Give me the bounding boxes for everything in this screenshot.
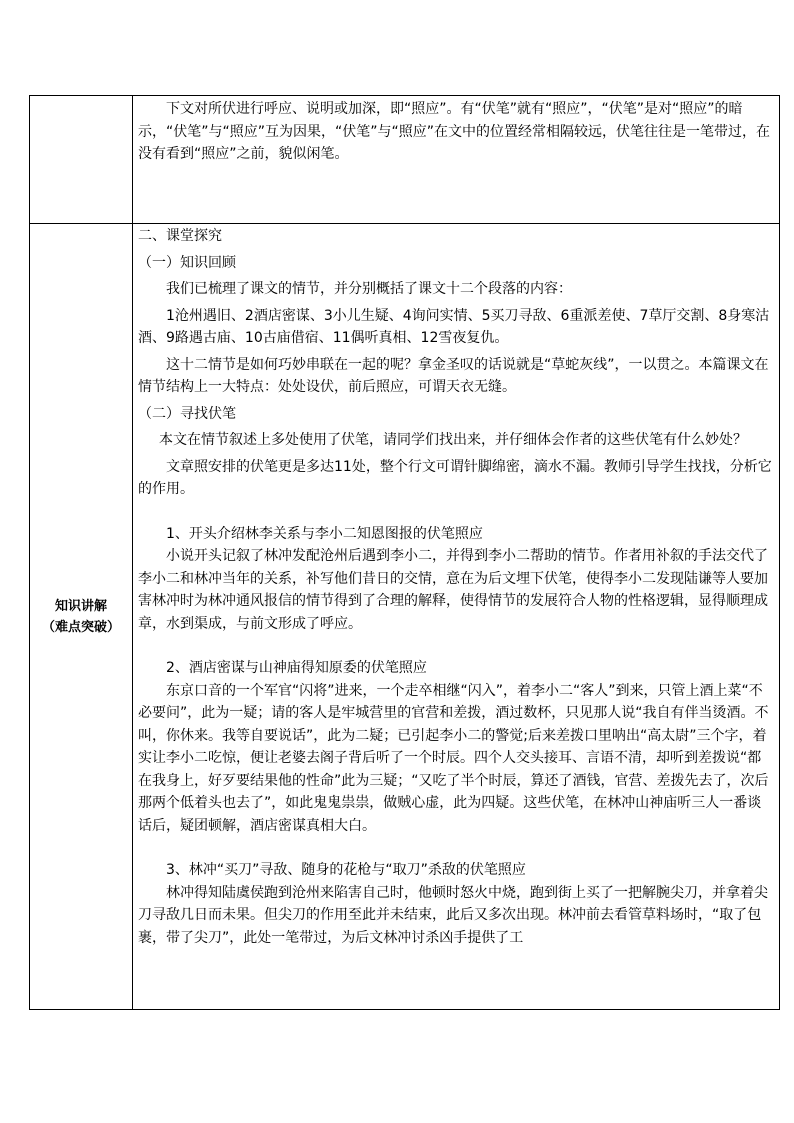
top-cell [138, 98, 774, 166]
row-divider [30, 223, 779, 224]
sub1-paragraph-2: 1沧州遇旧、2酒店密谋、3小儿生疑、4询问实情、5买刀寻敌、6重派差使、7草厅交割、8身寒沽酒、9路遇古庙、10古庙借宿、11偶听真相、12雪夜复仇。 [138, 307, 770, 346]
sub2-paragraph-2: 文章照安排的伏笔更是多达11处，整个行文可谓针脚绵密，滴水不漏。教师引导学生找找，分析它的作用。 [138, 458, 772, 497]
sub1-paragraph-3: 这十二情节是如何巧妙串联在一起的呢？拿金圣叹的话说就是“草蛇灰线”，一以贯之。本篇课文在情节结构上一大特点：处处设伏，前后照应，可谓天衣无缝。 [138, 356, 769, 395]
sub1-title: （一）知识回顾 [138, 254, 236, 271]
top-cell-text: 下文对所伏进行呼应、说明或加深，即“照应”。有“伏笔”就有“照应”，“伏笔”是对“照应”的暗示，“伏笔”与“照应”互为因果，“伏笔”与“照应”在文中的位置经常相隔较远，伏笔往往是一笔带过，在没有看到“照应”之前，貌似闲笔。 [138, 101, 771, 162]
column-divider [132, 96, 133, 1009]
main-cell [138, 225, 774, 949]
section-label-line2: （难点突破） [41, 620, 120, 635]
spacer [138, 837, 774, 859]
spacer [138, 635, 774, 657]
item2-body: 东京口音的一个军官“闪将”进来，一个走卒相继“闪入”，着李小二“客人”到来，只管上酒上菜“不必要问”，此为一疑；请的客人是牢城营里的官营和差拨，酒过数杯，只见那人说“我自有伴当烫酒。不叫，你休来。我等自要说话”，此为二疑；已引起李小二的警觉;后来差拨口里呐出“高太尉”三个字，着实让李小二吃惊，便让老婆去阁子背后听了一个时辰。四个人交头接耳、言语不清，却听到差拨说“都在我身上，好歹要结果他的性命”此为三疑；“又吃了半个时辰，算还了酒钱，官营、差拨先去了，次后那两个低着头也去了”，如此鬼鬼祟祟，做贼心虚，此为四疑。这些伏笔，在林冲山神庙听三人一番谈话后，疑团顿解，酒店密谋真相大白。 [138, 682, 769, 834]
item2-title: 2、酒店密谋与山神庙得知原委的伏笔照应 [166, 660, 427, 676]
item3-title: 3、林冲“买刀”寻敌、随身的花枪与“取刀”杀敌的伏笔照应 [166, 862, 526, 878]
spacer [138, 501, 774, 523]
item1-title: 1、开头介绍林李关系与李小二知恩图报的伏笔照应 [166, 525, 483, 542]
section-label [30, 596, 132, 638]
sub1-paragraph-1: 我们已梳理了课文的情节，并分别概括了课文十二个段落的内容： [166, 281, 572, 297]
content-table [29, 95, 780, 1010]
sub2-paragraph-1: 本文在情节叙述上多处使用了伏笔，请同学们找出来，并仔细体会作者的这些伏笔有什么妙处？ [159, 432, 747, 448]
section-label-line1: 知识讲解 [54, 599, 107, 614]
item1-body: 小说开头记叙了林冲发配沧州后遇到李小二，并得到李小二帮助的情节。作者用补叙的手法交代了李小二和林冲当年的关系，补写他们昔日的交情，意在为后文埋下伏笔，使得李小二发现陆谦等人要加害林冲时为林冲通风报信的情节得到了合理的解释，使得情节的发展符合人物的性格逻辑，显得顺理成章，水到渠成，与前文形成了呼应。 [138, 548, 768, 632]
sub2-title: （二）寻找伏笔 [138, 405, 236, 422]
item3-body: 林冲得知陆虞侯跑到沧州来陷害自己时，他顿时怒火中烧，跑到街上买了一把解腕尖刀，并拿着尖刀寻敌几日而未果。但尖刀的作用至此并未结束，此后又多次出现。林冲前去看管草料场时，“取了包裹，带了尖刀”，此处一笔带过，为后文林冲讨杀凶手提供了工 [138, 884, 768, 946]
section-heading: 二、课堂探究 [138, 228, 222, 244]
